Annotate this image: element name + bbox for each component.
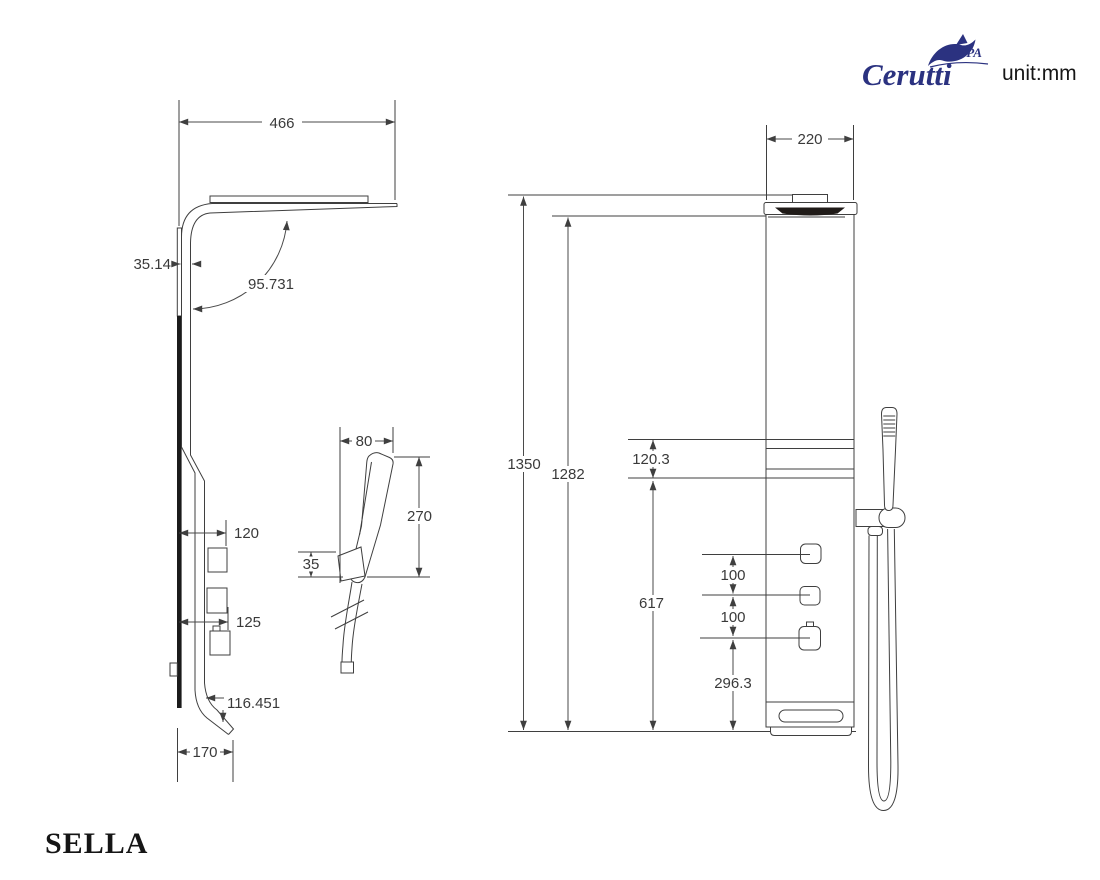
model-title: SELLA [45,827,149,860]
dim-mid-height-617: 617 [638,595,665,612]
dim-head-width-466: 466 [269,115,295,132]
break-mark [335,612,368,629]
holder-knob [868,527,883,536]
side-knob-3-tab [213,626,220,631]
dim-panel-width-220: 220 [797,131,823,148]
dim-bottom-angle-116-451: 116.451 [227,695,281,712]
dim-knob-spacing-100-lower: 100 [720,609,746,626]
dim-spout-height-296-3: 296.3 [714,675,752,692]
hand-shower-mount [338,547,365,581]
wall-bracket [170,663,177,676]
hose-outer [869,529,899,811]
brand-logo [862,34,1077,92]
brand-sub: SPA [959,45,982,60]
front-knob-3-tab [807,622,814,627]
wand-holder-cap [879,508,905,528]
head-top-plate-side [210,196,368,203]
dolphin-tail-icon [956,34,968,45]
dim-total-height-1350: 1350 [507,456,541,473]
unit-label: unit:mm [1002,62,1077,85]
top-bracket [793,195,828,203]
hand-shower-wand [882,408,898,511]
hose-connector [341,662,354,673]
wall-plate [177,316,182,708]
front-knob-2 [800,587,820,606]
detail-hose-right [351,584,362,662]
side-knob-3 [210,631,230,655]
dim-knob-depth-125: 125 [236,614,262,631]
dim-base-depth-170: 170 [192,744,218,761]
dim-knob-depth-120: 120 [234,525,260,542]
wall-plate-outline [177,228,181,316]
side-knob-2 [207,588,227,613]
dim-knob-spacing-100-upper: 100 [720,567,746,584]
dim-mount-height-35: 35 [302,556,320,573]
panel-base-plate [771,727,852,736]
dim-panel-height-1282: 1282 [551,466,585,483]
detail-hose-left [342,582,352,662]
hose-inner [877,529,891,801]
dim-shower-width-80: 80 [355,433,373,450]
dim-panel-thickness-35-14: 35.14 [133,256,171,273]
dim-shower-height-270: 270 [406,508,433,525]
side-knob-1 [208,548,227,572]
hand-shower-detail [298,427,436,673]
dim-head-angle-95-731: 95.731 [248,276,294,293]
tub-spout [779,710,843,722]
dim-waterfall-120-3: 120.3 [632,451,670,468]
front-knob-1 [801,544,822,564]
break-mark [331,600,364,617]
brand-name: Cerutti [862,57,952,92]
